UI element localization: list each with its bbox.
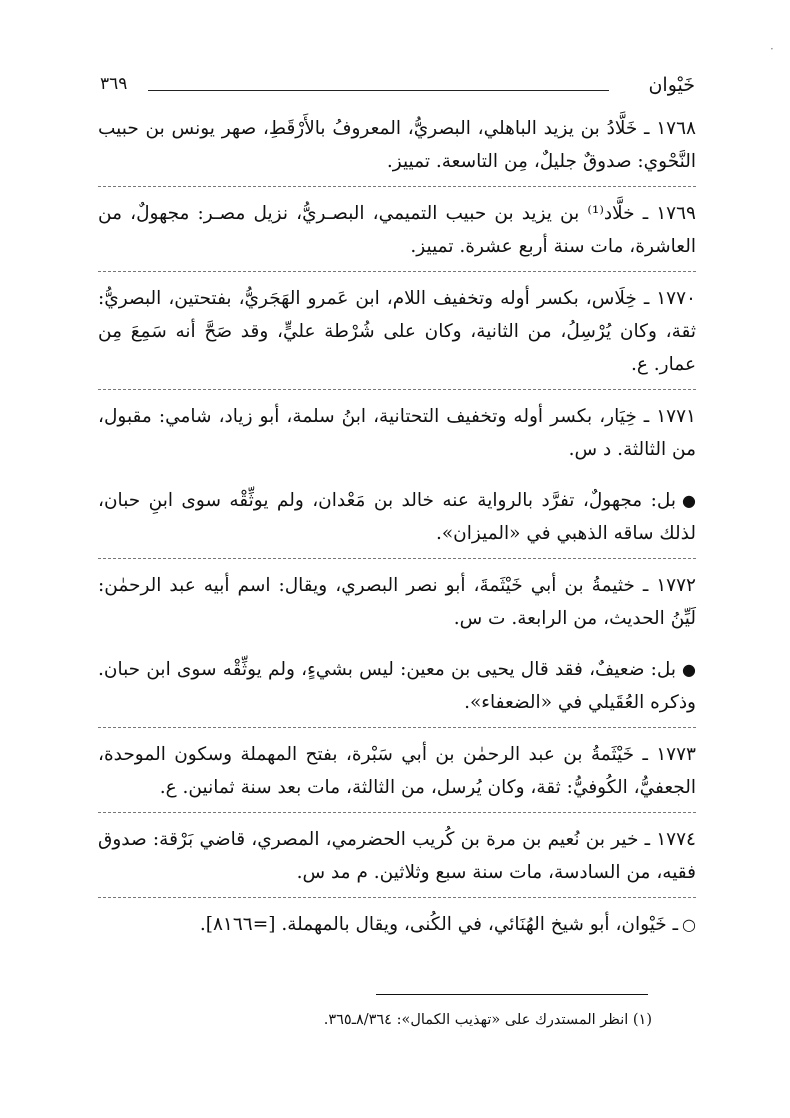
entry-text: ١٧٧٣ ـ خَيْثَمةُ بن عبد الرحمٰن بن أبي سَبْرة، بفتح المهملة وسكون الموحدة، الجعفيُّ، الكُوفيُّ: ثقة، وكان يُرسل، من الثالثة، مات بعد سنة ثمانين. ع. — [98, 744, 696, 798]
footnote: (١) انظر المستدرك على «تهذيب الكمال»: ٨/٣٦٤ـ٣٦٥. — [323, 1012, 652, 1028]
entry-1770 — [98, 282, 696, 381]
entry-1772 — [98, 569, 696, 635]
ring-icon: ○ — [682, 915, 696, 934]
entry-khaywan-crossref — [98, 908, 696, 941]
page-number: ٣٦٩ — [100, 74, 128, 94]
entry-text: ١٧٧١ ـ خِيَار، بكسر أوله وتخفيف التحتانية، ابنُ سلمة، أبو زياد، شامي: مقبول، من الثالثة. د س. — [98, 406, 696, 460]
note-text: بل: مجهولٌ، تفرَّد بالرواية عنه خالد بن مَعْدان، ولم يوثِّقْه سوى ابنِ حبان، لذلك ساقه الذهبي في «الميزان». — [98, 490, 696, 544]
entry-text: ١٧٧٢ ـ خثيمةُ بن أبي خَيْثَمةَ، أبو نصر البصري، ويقال: اسم أبيه عبد الرحمٰن: لَيِّنُ الحديث، من الرابعة. ت س. — [98, 575, 696, 629]
entry-text: ١٧٦٩ ـ خلَّاد⁽¹⁾ بن يزيد بن حبيب التميمي، البصـريُّ، نزيل مصـر: مجهولٌ، من العاشرة، مات سنة أربع عشرة. تمييز. — [98, 203, 696, 257]
note-text: بل: ضعيفٌ، فقد قال يحيى بن معين: ليس بشيءٍ، ولم يوثِّقْه سوى ابن حبان. وذكره العُقَيلي في «الضعفاء». — [98, 659, 696, 713]
entry-separator — [98, 727, 696, 728]
bullet-icon: ● — [682, 660, 696, 679]
entry-1774 — [98, 823, 696, 889]
footnote-rule — [376, 994, 648, 995]
bullet-icon: ● — [682, 491, 696, 510]
entry-separator — [98, 812, 696, 813]
margin-mark: · — [770, 42, 774, 56]
header-title: خَيْوان — [648, 74, 695, 96]
note-1771 — [98, 484, 696, 550]
entry-separator — [98, 897, 696, 898]
entry-text: ١٧٧٤ ـ خير بن نُعيم بن مرة بن كُريب الحضرمي، المصري، قاضي بَرْقة: صدوق فقيه، من السادسة، مات سنة سبع وثلاثين. م مد س. — [98, 829, 696, 883]
entry-separator — [98, 186, 696, 187]
entry-1773 — [98, 738, 696, 804]
entry-separator — [98, 558, 696, 559]
entry-text: ١٧٦٨ ـ خَلَّادُ بن يزيد الباهلي، البصريُّ، المعروفُ بالأَرْقَطِ، صهر يونس بن حبيب النَّحْوي: صدوقٌ جليلٌ، مِن التاسعة. تمييز. — [98, 118, 696, 172]
entry-separator — [98, 271, 696, 272]
note-1772 — [98, 653, 696, 719]
entry-1768 — [98, 112, 696, 178]
header-rule — [148, 90, 609, 91]
entries-list — [98, 112, 696, 949]
entry-1769 — [98, 197, 696, 263]
entry-text: ١٧٧٠ ـ خِلَاس، بكسر أوله وتخفيف اللام، ابن عَمرو الهَجَريُّ، بفتحتين، البصريُّ: ثقة، وكان يُرْسِلُ، من الثانية، وكان على شُرْطة عليٍّ، وقد صَحَّ أنه سَمِعَ مِن عمار. ع. — [98, 288, 696, 375]
entry-separator — [98, 389, 696, 390]
entry-1771 — [98, 400, 696, 466]
entry-separator — [98, 643, 696, 647]
running-header — [100, 74, 695, 104]
entry-text: ـ خَيْوان، أبو شيخ الهُنَائي، في الكُنى، ويقال بالمهملة. [=٨١٦٦]. — [199, 914, 679, 935]
entry-separator — [98, 474, 696, 478]
